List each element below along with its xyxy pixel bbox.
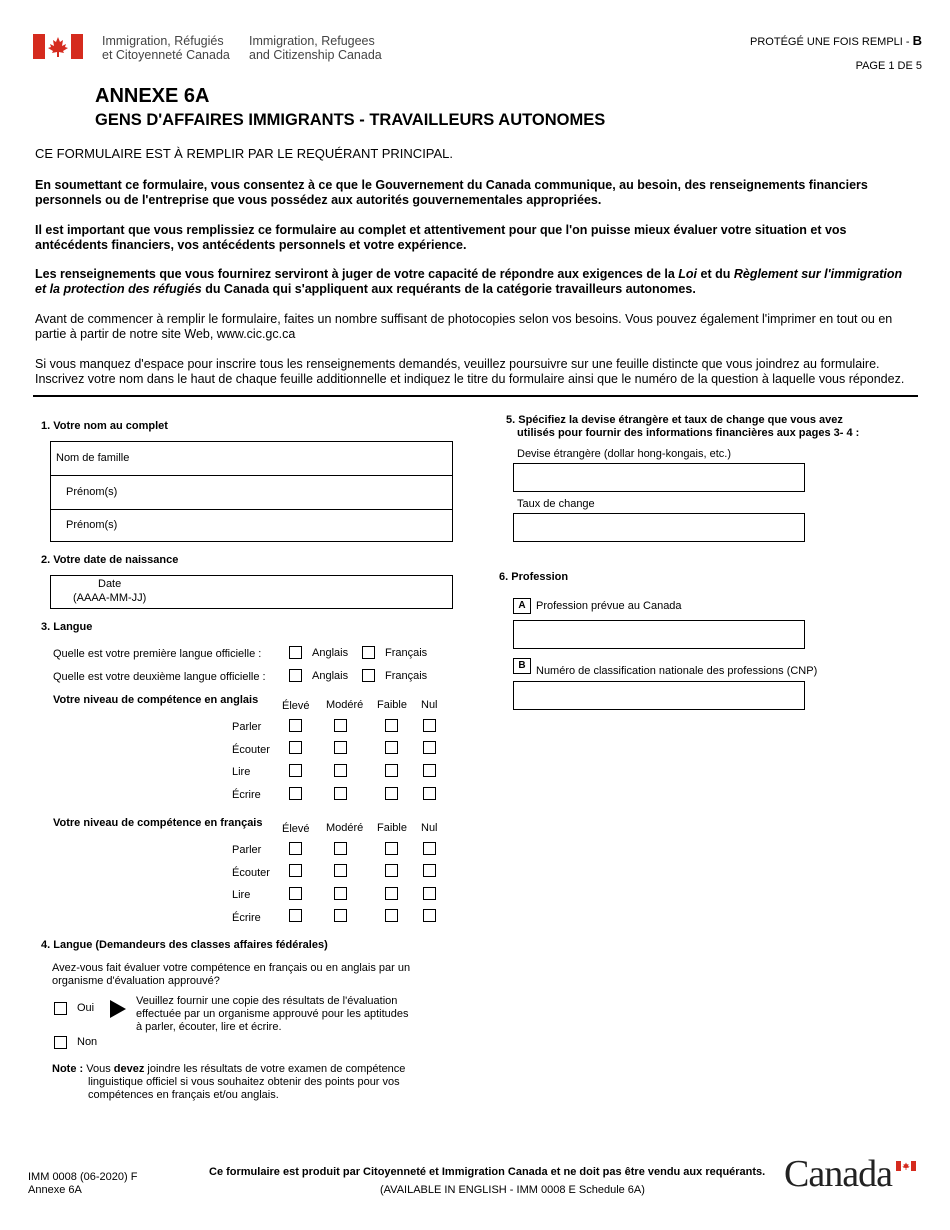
- intro-consent: En soumettant ce formulaire, vous consentez à ce que le Gouvernement du Canada communique, au besoin, des renseignements financiers personnels ou de l'entreprise que vous possédez aux autorités gouvernementales appropriées.: [35, 178, 868, 207]
- q6-title: 6. Profession: [499, 571, 569, 583]
- q4-question-line1: Avez-vous fait évaluer votre compétence en français ou en anglais par un: [52, 962, 411, 974]
- en-listen-none-checkbox[interactable]: [423, 741, 436, 754]
- fr-read-moderate-checkbox[interactable]: [334, 887, 347, 900]
- last-name-field[interactable]: [51, 442, 452, 475]
- canada-wordmark-text: Canada: [784, 1153, 892, 1195]
- intro-req-e: du Canada qui s'appliquent aux requérants de la catégorie travailleurs autonomes.: [201, 282, 696, 296]
- birth-date-label: Date: [98, 578, 122, 590]
- q3-title: 3. Langue: [41, 621, 93, 633]
- second-lang-french-checkbox[interactable]: [362, 669, 375, 682]
- en-speak-weak-checkbox[interactable]: [385, 719, 398, 732]
- skill-speak-label: Parler: [232, 721, 262, 733]
- second-lang-english-label: Anglais: [312, 670, 349, 682]
- note-c: joindre les résultats de votre examen de compétence: [144, 1063, 406, 1075]
- q2-title: 2. Votre date de naissance: [41, 554, 179, 566]
- fr-read-weak-checkbox[interactable]: [385, 887, 398, 900]
- level-weak-header: Faible: [377, 822, 407, 834]
- section-divider: [33, 395, 918, 397]
- fr-listen-moderate-checkbox[interactable]: [334, 864, 347, 877]
- skill-read-label: Lire: [232, 766, 251, 778]
- en-read-weak-checkbox[interactable]: [385, 764, 398, 777]
- protected-text: PROTÉGÉ UNE FOIS REMPLI -: [750, 36, 913, 48]
- first-lang-english-checkbox[interactable]: [289, 646, 302, 659]
- q4-title: 4. Langue (Demandeurs des classes affaires fédérales): [41, 939, 328, 951]
- intro-req-regulation: Règlement sur l'immigration et la protection des réfugiés: [35, 267, 903, 296]
- note-line3: compétences en français et/ou anglais.: [88, 1089, 279, 1101]
- fr-write-none-checkbox[interactable]: [423, 909, 436, 922]
- note-a: Vous: [83, 1063, 114, 1075]
- skill-listen-label: Écouter: [232, 744, 270, 756]
- level-none-header: Nul: [421, 822, 438, 834]
- fr-listen-weak-checkbox[interactable]: [385, 864, 398, 877]
- q5-title-line2: utilisés pour fournir des informations financières aux pages 3- 4 :: [517, 427, 860, 439]
- language-note: [52, 1063, 412, 1102]
- intro-extra-space: Si vous manquez d'espace pour inscrire tous les renseignements demandés, veuillez poursuivre sur une feuille distincte que vous joindrez au formulaire. Inscrivez votre nom dans le haut de chaque feuille additionnelle et indiquez le titre du formulaire ainsi que le numéro de la question à laquelle vous répondez.: [35, 357, 905, 386]
- fr-listen-high-checkbox[interactable]: [289, 864, 302, 877]
- intro-principal: CE FORMULAIRE EST À REMPLIR PAR LE REQUÉRANT PRINCIPAL.: [35, 146, 454, 161]
- assessment-no-label: Non: [77, 1036, 98, 1048]
- skill-listen-label: Écouter: [232, 867, 270, 879]
- en-read-none-checkbox[interactable]: [423, 764, 436, 777]
- form-title: ANNEXE 6A: [95, 85, 210, 107]
- intro-req-c: et du: [697, 267, 734, 281]
- first-name-label: Prénom(s): [66, 486, 118, 498]
- note-must: devez: [113, 1063, 145, 1075]
- q4-question-line2: organisme d'évaluation approuvé?: [52, 975, 220, 987]
- assessment-yes-label: Oui: [77, 1002, 95, 1014]
- note-line2: linguistique officiel si vous souhaitez obtenir des points pour vos: [88, 1076, 400, 1088]
- form-subtitle: GENS D'AFFAIRES IMMIGRANTS - TRAVAILLEURS AUTONOMES: [95, 111, 606, 129]
- en-listen-moderate-checkbox[interactable]: [334, 741, 347, 754]
- profession-a-tag: A: [513, 598, 531, 614]
- noc-number-field[interactable]: [513, 681, 805, 710]
- instructions-line1: Veuillez fournir une copie des résultats de l'évaluation: [136, 995, 398, 1007]
- annex-text: Annexe 6A: [28, 1184, 82, 1196]
- currency-field[interactable]: [513, 463, 805, 492]
- fr-write-weak-checkbox[interactable]: [385, 909, 398, 922]
- q4-question: [52, 962, 410, 988]
- instructions-line2: effectuée par un organisme approuvé pour les aptitudes: [136, 1008, 409, 1020]
- second-lang-english-checkbox[interactable]: [289, 669, 302, 682]
- en-write-weak-checkbox[interactable]: [385, 787, 398, 800]
- en-listen-weak-checkbox[interactable]: [385, 741, 398, 754]
- q1-title: 1. Votre nom au complet: [41, 420, 168, 432]
- q5-title: [506, 414, 859, 440]
- en-listen-high-checkbox[interactable]: [289, 741, 302, 754]
- intro-photocopies: Avant de commencer à remplir le formulaire, faites un nombre suffisant de photocopies selon vos besoins. Vous pouvez également l'imprimer en tout ou en partie à partir de notre site Web, www.cic.gc.ca: [35, 312, 893, 341]
- currency-label: Devise étrangère (dollar hong-kongais, etc.): [517, 448, 732, 460]
- fr-speak-high-checkbox[interactable]: [289, 842, 302, 855]
- birth-date-format: (AAAA-MM-JJ): [73, 592, 147, 604]
- level-none-header: Nul: [421, 699, 438, 711]
- en-read-high-checkbox[interactable]: [289, 764, 302, 777]
- skill-read-label: Lire: [232, 889, 251, 901]
- fr-read-high-checkbox[interactable]: [289, 887, 302, 900]
- en-speak-moderate-checkbox[interactable]: [334, 719, 347, 732]
- exchange-rate-label: Taux de change: [517, 498, 595, 510]
- dept-en-line1: Immigration, Refugees: [249, 34, 375, 48]
- level-high-header: Élevé: [282, 700, 310, 712]
- page-number: PAGE 1 DE 5: [855, 60, 922, 72]
- intro-req-a: Les renseignements que vous fournirez serviront à juger de votre capacité de répondre aux exigences de la: [35, 267, 679, 281]
- en-write-moderate-checkbox[interactable]: [334, 787, 347, 800]
- fr-listen-none-checkbox[interactable]: [423, 864, 436, 877]
- en-read-moderate-checkbox[interactable]: [334, 764, 347, 777]
- fr-speak-weak-checkbox[interactable]: [385, 842, 398, 855]
- first-lang-english-label: Anglais: [312, 647, 349, 659]
- footer-english-note: (AVAILABLE IN ENGLISH - IMM 0008 E Schedule 6A): [380, 1184, 645, 1196]
- second-lang-french-label: Français: [385, 670, 428, 682]
- skill-speak-label: Parler: [232, 844, 262, 856]
- note-label: Note :: [52, 1063, 84, 1075]
- protected-level: B: [912, 33, 922, 48]
- fr-write-moderate-checkbox[interactable]: [334, 909, 347, 922]
- dept-en-line2: and Citizenship Canada: [249, 48, 382, 62]
- assessment-no-checkbox[interactable]: [54, 1036, 67, 1049]
- form-code-text: IMM 0008 (06-2020) F: [28, 1171, 138, 1183]
- intro-importance: Il est important que vous remplissiez ce formulaire au complet et attentivement pour que l'on puisse mieux évaluer votre situation et vos antécédents financiers, vos antécédents personnels et votre expérience.: [35, 223, 847, 252]
- first-name-label-2: Prénom(s): [66, 519, 118, 531]
- first-name-field[interactable]: [51, 476, 452, 509]
- exchange-rate-field[interactable]: [513, 513, 805, 542]
- q5-title-line1: 5. Spécifiez la devise étrangère et taux de change que vous avez: [506, 414, 843, 426]
- fr-speak-moderate-checkbox[interactable]: [334, 842, 347, 855]
- canada-wordmark: [784, 1152, 892, 1196]
- second-language-question: Quelle est votre deuxième langue officielle :: [53, 671, 266, 683]
- dept-fr-line1: Immigration, Réfugiés: [102, 34, 224, 48]
- level-moderate-header: Modéré: [326, 699, 364, 711]
- en-write-none-checkbox[interactable]: [423, 787, 436, 800]
- fr-speak-none-checkbox[interactable]: [423, 842, 436, 855]
- protected-label: [750, 33, 922, 48]
- english-proficiency-title: Votre niveau de compétence en anglais: [53, 694, 259, 706]
- french-proficiency-title: Votre niveau de compétence en français: [53, 817, 263, 829]
- profession-b-tag: B: [513, 658, 531, 674]
- noc-number-label: Numéro de classification nationale des professions (CNP): [536, 665, 818, 677]
- en-speak-high-checkbox[interactable]: [289, 719, 302, 732]
- en-write-high-checkbox[interactable]: [289, 787, 302, 800]
- level-weak-header: Faible: [377, 699, 407, 711]
- assessment-instructions: [136, 995, 409, 1034]
- fr-write-high-checkbox[interactable]: [289, 909, 302, 922]
- intro-req-law: Loi: [678, 267, 698, 281]
- skill-write-label: Écrire: [232, 789, 261, 801]
- footer-notice: Ce formulaire est produit par Citoyenneté et Immigration Canada et ne doit pas être vendu aux requérants.: [209, 1166, 766, 1178]
- first-lang-french-checkbox[interactable]: [362, 646, 375, 659]
- first-name-field-2[interactable]: [51, 510, 452, 542]
- intended-profession-field[interactable]: [513, 620, 805, 649]
- first-lang-french-label: Français: [385, 647, 428, 659]
- flag-icon: [33, 34, 83, 59]
- last-name-label: Nom de famille: [56, 452, 130, 464]
- wordmark-flag-icon: [896, 1158, 916, 1168]
- assessment-yes-checkbox[interactable]: [54, 1002, 67, 1015]
- instructions-line3: à parler, écouter, lire et écrire.: [136, 1021, 282, 1033]
- department-name-en: [249, 34, 382, 62]
- first-language-question: Quelle est votre première langue officielle :: [53, 648, 262, 660]
- intro-requirements: [35, 267, 915, 297]
- level-moderate-header: Modéré: [326, 822, 364, 834]
- form-code: [28, 1171, 137, 1197]
- skill-write-label: Écrire: [232, 912, 261, 924]
- fr-read-none-checkbox[interactable]: [423, 887, 436, 900]
- birth-date-field[interactable]: [50, 575, 453, 609]
- level-high-header: Élevé: [282, 823, 310, 835]
- dept-fr-line2: et Citoyenneté Canada: [102, 48, 230, 62]
- intended-profession-label: Profession prévue au Canada: [536, 600, 682, 612]
- full-name-block: [50, 441, 453, 542]
- department-name-fr: [102, 34, 230, 62]
- en-speak-none-checkbox[interactable]: [423, 719, 436, 732]
- arrow-right-icon: [110, 1000, 126, 1018]
